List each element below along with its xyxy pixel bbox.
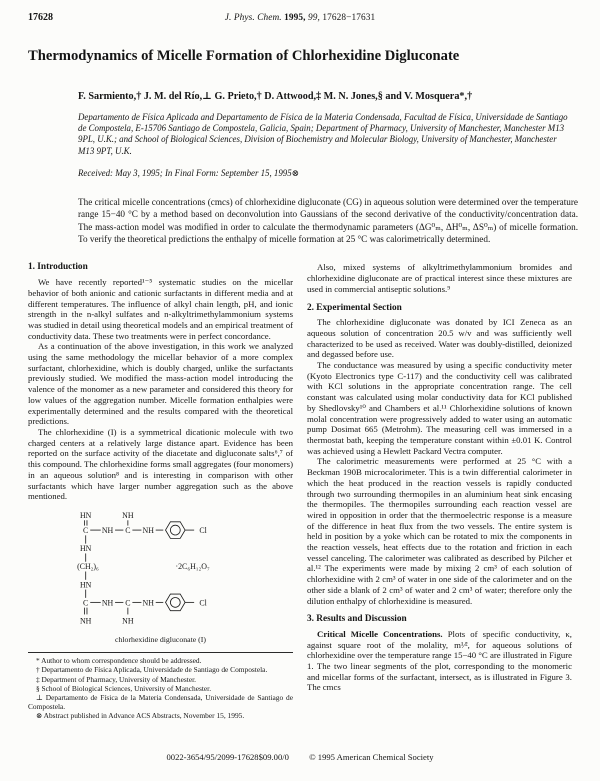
experimental-paragraph-2: The conductance was measured by using a specific conductivity meter (Kyoto Electronics type C-117) and the conductivity cell was calibrated with KCl solutions in the appropriate concentration range. The cell constant was calculated using molar conductivity data for KCl published by Shedlovsky¹⁰ and Chambers et al.¹¹ Chlorhexidine solutions of known molal concentration were progressively added to water using an automatic pump Dosimat 665 (Metrohm). The measuring cell was immersed in a thermostat bath, keeping the temperature constant within ±0.01 K. Control was achieved using a Hewlett Packard Vectra computer. (307, 360, 572, 456)
section-heading-experimental: 2. Experimental Section (307, 302, 402, 313)
atom-label: C (82, 526, 88, 536)
right-column (307, 262, 572, 720)
atom-label: C (124, 526, 130, 536)
intro-paragraph-3: The chlorhexidine (I) is a symmetrical dicationic molecule with two charged centers at a relatively large distance apart. Evidence has been reported on the surface activity of the diacetate and digluconate salts⁶,⁷ of this compound. The chlorhexidine forms small aggregates (four monomers) in an aqueous solution⁸ and is interesting in comparison with other surfactants which have larger number aggregation such as the above mentioned. (28, 426, 293, 502)
section-heading-results: 3. Results and Discussion (307, 614, 407, 625)
chemical-structure-figure (28, 509, 293, 645)
footnote: § School of Biological Sciences, University of Manchester. (36, 683, 212, 693)
section-heading-introduction: 1. Introduction (28, 262, 88, 273)
received-line: Received: May 3, 1995; In Final Form: September 15, 1995⊗ (78, 167, 300, 178)
gluconate-label: ·2C₆H₁₂O₇ (175, 562, 210, 572)
intro-paragraph-2: As a continuation of the above investigation, in this work we analyzed using the same methodology the micellar behavior of a more complex surfactant, chlorhexidine, which is doubly charged, unlike the surfactants previously studied. We modified the mass-action model introducing the valence of the monomer as a new parameter and considered this theory for low values of the aggregation number. Micelle formation enthalpies were experimentally determined and the results compared with the theoretical predictions. (28, 341, 293, 427)
intro-paragraph-1: We have recently reported¹⁻⁵ systematic studies on the micellar behavior of both anionic and cationic surfactants in different media and at different temperatures. The influence of alkyl chain length, pH, and ionic strength in the n-alkyl sulfates and n-alkyltrimethylammonium systems was studied in detail using theoretical models and an empirical treatment of conductivity data. These two treatments were in perfect concordance. (28, 277, 293, 341)
footnote: ⊥ Departamento de Física de la Materia Condensada, Universidade de Santiago de Compostela. (28, 692, 293, 711)
atom-label: C (82, 598, 88, 608)
copyright-line (0, 752, 600, 762)
left-column (28, 262, 293, 720)
atom-label: NH (121, 616, 134, 626)
atom-label: NH (101, 598, 113, 608)
footnotes-block (28, 652, 293, 720)
running-head (0, 0, 600, 27)
affiliations: Departamento de Física Aplicada and Departamento de Física de la Materia Condensada, Facultad de Física, Universidade de Santiago de Compostela, E-15706 Santiago de Compostela, Galicia, Spain; Department of Pharmacy, University of Manchester, Manchester M13 9PL, U.K.; and School of Biological Sciences, Division of Biochemistry and Molecular Biology, University of Manchester, Manchester M13 9PT, U.K. (78, 112, 568, 156)
chlorhexidine-structure-drawing (63, 509, 259, 631)
experimental-paragraph-3: The calorimetric measurements were performed at 25 °C with a Beckman 190B microcalorimeter. This is a twin differential calorimeter in which the heat produced in the reaction vessels is rapidly conducted through two surrounding thermopiles in an aluminium heat sink encasing the thermopiles. The thermopiles surrounding each reaction vessel are wired in opposition in order that the thermoelectric response is a measure of the difference in heat flux from the two vessels. The entire system is held in position by a yoke which can be rotated to mix the components in the reaction vessels, heat effects due to the rotation and friction in each vessel canceling. The calorimeter was calibrated as described by Pilcher et al.¹² The experiments were made by mixing 2 cm³ of each solution of chlorhexidine with 2 cm³ of water in one side of the calorimeter and on the other side a blank of 2 cm³ of water and 2 cm³ of water; therefore only the dilution enthalpy of chlorhexidine is measured. (307, 456, 572, 606)
results-text: Plots of specific conductivity, κ, against square root of the molality, m¹⁄², for aqueous solutions of chlorhexidine over the temperature range 15−40 °C are illustrated in Figure 1. The two linear segments of the plot, corresponding to the monomeric and micellar forms of the surfactant, intersect, as is illustrated in Figure 3. The cmcs (307, 628, 572, 693)
run-in-heading: Critical Micelle Concentrations. (317, 628, 443, 639)
issn-code: 0022-3654/95/2099-17628$09.00/0 (166, 752, 289, 762)
journal-citation (0, 13, 600, 23)
results-paragraph-1 (307, 629, 572, 693)
footnote: ⊗ Abstract published in Advance ACS Abstracts, November 15, 1995. (36, 710, 245, 720)
figure-caption: chlorhexidine digluconate (I) (115, 634, 206, 644)
article-title: Thermodynamics of Micelle Formation of Chlorhexidine Digluconate (28, 48, 460, 64)
intro-paragraph-4: Also, mixed systems of alkyltrimethylammonium bromides and chlorhexidine digluconate are of practical interest since these mixtures are used in commercial antiseptic solutions.⁹ (307, 262, 572, 294)
atom-label: NH (141, 598, 154, 608)
atom-label: C (124, 598, 130, 608)
journal-pages: 17628−17631 (322, 13, 376, 23)
atom-label: HN (79, 510, 91, 520)
footnote: * Author to whom correspondence should be addressed. (36, 656, 202, 666)
page-number: 17628 (28, 12, 53, 23)
copyright-notice: © 1995 American Chemical Society (309, 752, 434, 762)
journal-year: 1995, (284, 13, 306, 23)
two-column-body (0, 245, 600, 720)
atom-label: NH (121, 510, 134, 520)
authors-line: F. Sarmiento,† J. M. del Río,⊥ G. Prieto,† D. Attwood,‡ M. N. Jones,§ and V. Mosquera*,† (78, 91, 473, 102)
footnote: ‡ Department of Pharmacy, University of Manchester. (36, 674, 197, 684)
atom-label: NH (101, 526, 113, 536)
journal-volume: 99, (308, 13, 320, 23)
atom-label: HN (79, 580, 91, 590)
atom-label: NH (141, 526, 154, 536)
atom-label: HN (79, 544, 91, 554)
atom-label: NH (79, 616, 91, 626)
benzene-ring (165, 594, 185, 611)
experimental-paragraph-1: The chlorhexidine digluconate was donated by ICI Zeneca as an aqueous solution of concentration 20.5 w/v and was sufficiently well characterized to be used as received. Water was doubly-distilled, deionized and degassed before use. (307, 317, 572, 360)
footnote: † Departamento de Física Aplicada, Universidade de Santiago de Compostela. (36, 665, 268, 675)
atom-label: (CH₂)₆ (76, 562, 99, 572)
journal-name: J. Phys. Chem. (224, 13, 282, 23)
atom-label: Cl (198, 526, 207, 536)
abstract: The critical micelle concentrations (cmcs) of chlorhexidine digluconate (CG) in aqueous solution were determined over the temperature range 15−40 °C by a method based on deconvolution into Gaussians of the second derivative of the conductivity/concentration data. The mass-action model was modified in order to calculate the thermodynamic parameters (ΔG⁰ₘ, ΔH⁰ₘ, ΔS⁰ₘ) of micelle formation. To verify the theoretical predictions the enthalpy of micelle formation at 25 °C was calorimetrically determined. (78, 196, 578, 245)
atom-label: Cl (198, 598, 207, 608)
benzene-ring (165, 522, 185, 539)
